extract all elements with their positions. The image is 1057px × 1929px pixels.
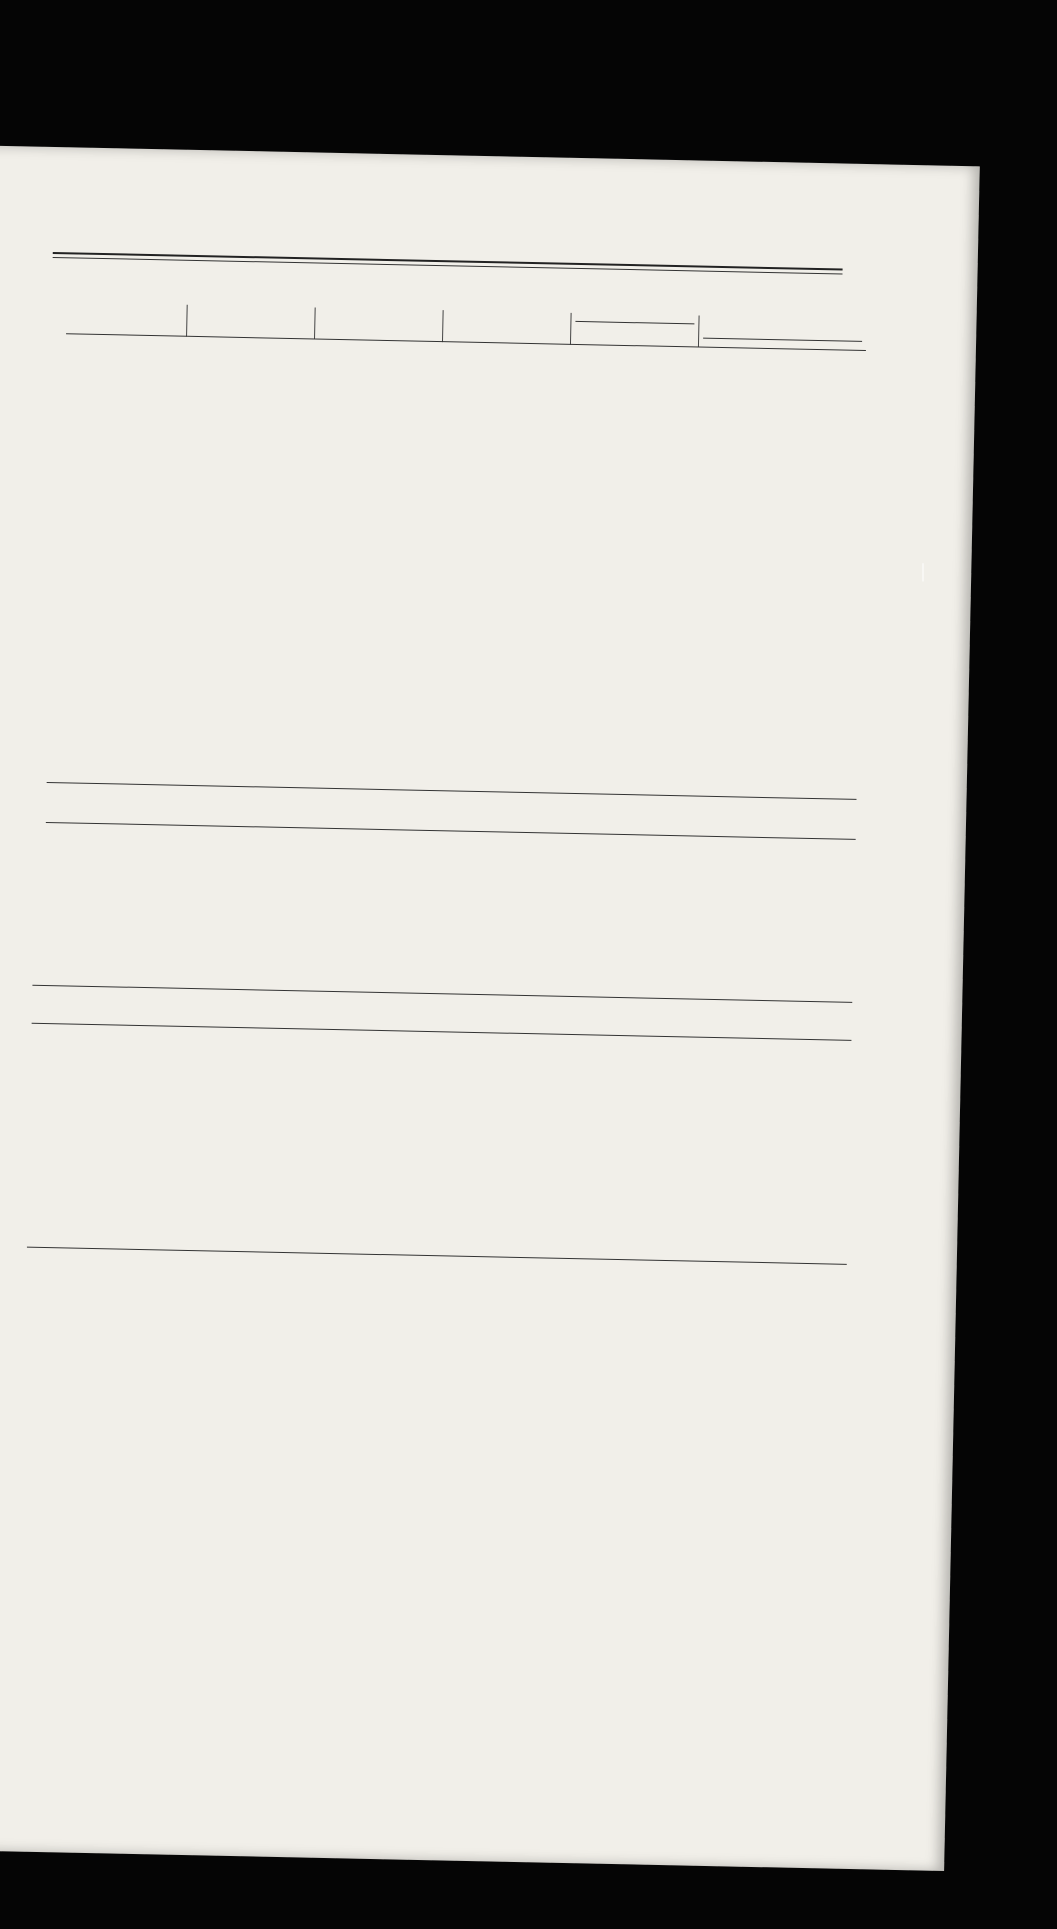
header-accommodate [443,310,572,344]
rows-maganetawan [31,1032,851,1049]
rates-table-lake-rosseau [66,302,866,351]
header-po-address [66,302,188,336]
header-rates [576,321,695,324]
rates-table-maganetawan [31,1032,851,1049]
title-rule [53,252,843,271]
section-rule [47,782,857,800]
margin-mark: | [920,560,925,582]
signature-wasley [178,1690,578,1698]
section-rule [46,822,856,840]
section-rule [27,1247,847,1265]
document-page [0,145,980,1871]
section-rule [32,1023,852,1041]
header-per-week [699,316,867,351]
rates-table-lake-joseph [41,832,856,849]
section-rule [32,985,852,1003]
agencies-list [0,145,980,166]
header-hotel [187,305,316,339]
rows-lake-joseph [41,832,856,849]
header-proprietor [315,307,444,341]
signature-vaux [30,1572,360,1579]
signature-elliott [415,1600,775,1608]
header-per-day [571,313,700,347]
